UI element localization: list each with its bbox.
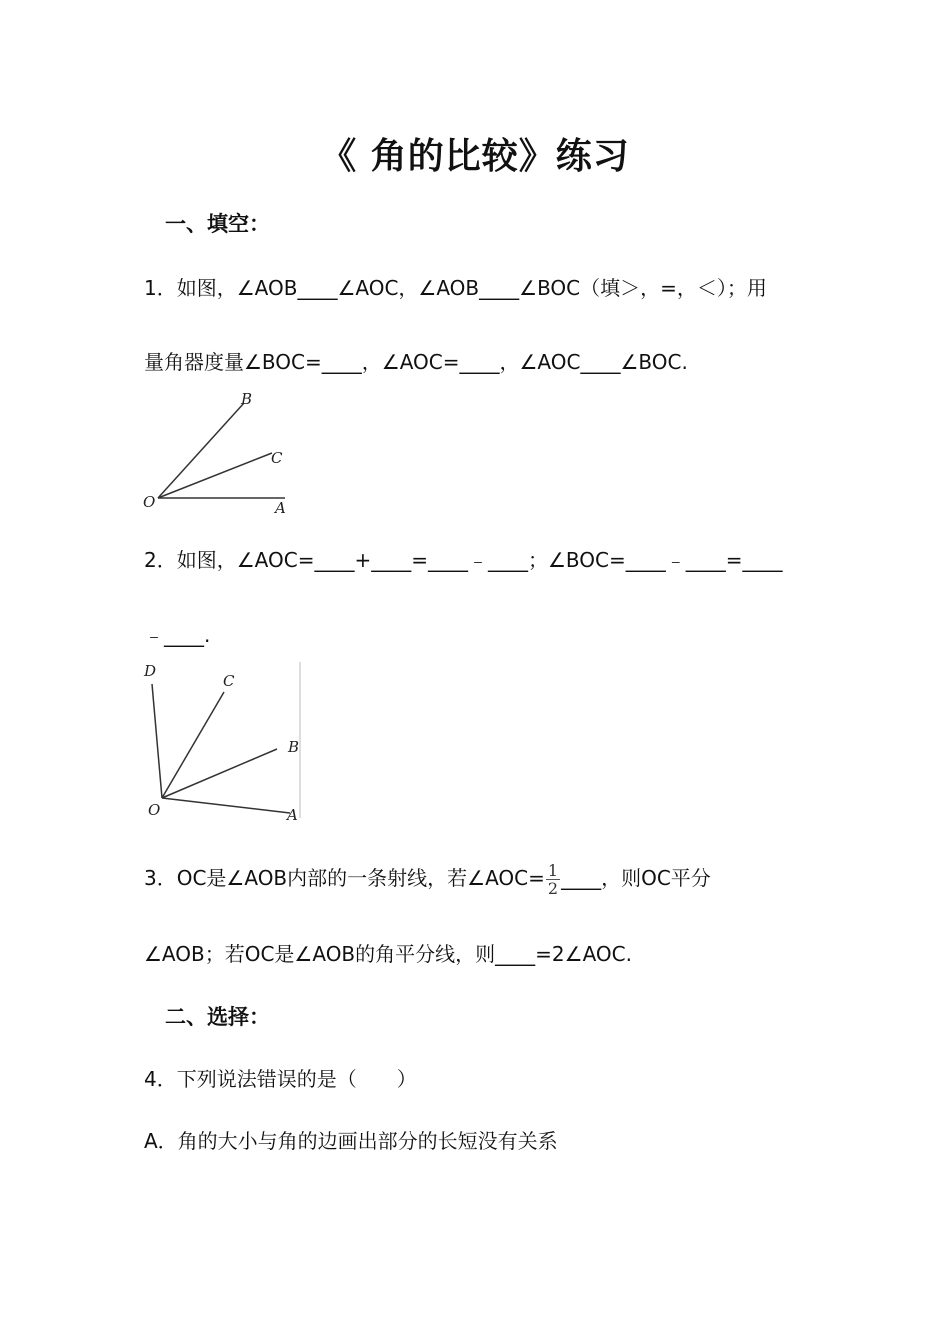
ray-ob: [162, 749, 277, 798]
figure-1-angle-diagram: [140, 388, 290, 518]
section-heading-fill-in: 一、填空：: [165, 212, 270, 236]
label-b: B: [288, 738, 300, 756]
fraction-numerator: 1: [547, 861, 559, 880]
page-title: 《 角的比较》练习: [320, 136, 630, 177]
question-3-line-2: ∠AOB；若OC是∠AOB的角平分线，则____=2∠AOC.: [144, 942, 632, 966]
question-2-line-1: 2．如图，∠AOC=____+____=____﹣____；∠BOC=____﹣____=____: [144, 548, 783, 572]
figure-2-angle-diagram: [140, 658, 305, 823]
section-heading-choice: 二、选择：: [165, 1005, 270, 1029]
question-1-line-2: 量角器度量∠BOC=____，∠AOC=____，∠AOC____∠BOC.: [144, 350, 688, 374]
label-o: O: [148, 801, 161, 819]
ray-ob: [158, 403, 244, 498]
question-4-stem: 4．下列说法错误的是（ ）: [144, 1067, 417, 1091]
label-a: A: [275, 499, 286, 517]
question-2-line-2: ﹣____.: [144, 623, 211, 647]
ray-oa: [162, 798, 290, 813]
question-3-text-after-fraction: ____，则OC平分: [561, 866, 711, 890]
ray-oc: [158, 453, 272, 498]
fraction-one-half: [546, 862, 560, 897]
fraction-denominator: 2: [547, 879, 559, 898]
question-4-option-a: A．角的大小与角的边画出部分的长短没有关系: [144, 1129, 558, 1153]
question-1-line-1: 1．如图，∠AOB____∠AOC，∠AOB____∠BOC（填＞，=，＜）；用: [144, 276, 767, 300]
label-c: C: [223, 672, 235, 690]
label-c: C: [271, 449, 283, 467]
question-3-line-1: [144, 862, 711, 897]
label-a: A: [287, 806, 298, 823]
ray-od: [152, 684, 162, 798]
label-b: B: [241, 390, 253, 408]
label-d: D: [144, 662, 157, 680]
question-3-text-before-fraction: 3．OC是∠AOB内部的一条射线，若∠AOC=: [144, 866, 545, 890]
ray-oc: [162, 692, 224, 798]
label-o: O: [143, 493, 156, 511]
